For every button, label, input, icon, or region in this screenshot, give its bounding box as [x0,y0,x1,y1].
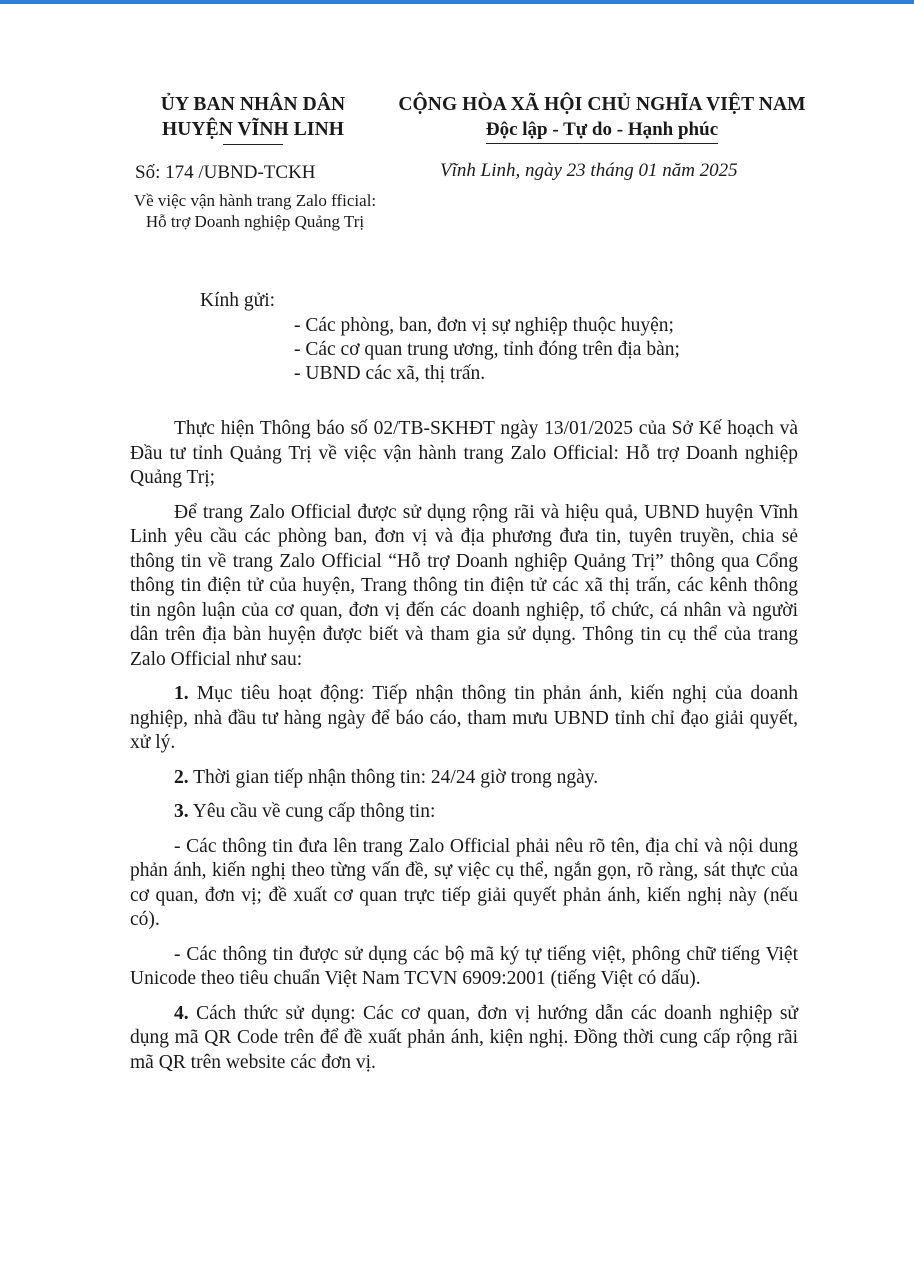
item-text: Thời gian tiếp nhận thông tin: 24/24 giờ trong ngày. [188,766,599,788]
item-number: 4. [174,1002,189,1024]
national-title [382,92,822,144]
body-item-3-sub-2: - Các thông tin được sử dụng các bộ mã ký tự tiếng việt, phông chữ tiếng Việt Unicode theo tiêu chuẩn Việt Nam TCVN 6909:2001 (tiếng Việt có dấu). [130,943,798,989]
item-number: 3. [174,801,189,822]
subject-line-1: Về việc vận hành trang Zalo fficial: [133,191,377,210]
body-paragraph-2: Để trang Zalo Official được sử dụng rộng rãi và hiệu quả, UBND huyện Vĩnh Linh yêu cầu các phòng ban, đơn vị và địa phương đưa tin, tuyên truyền, chia sẻ thông tin về trang Zalo Official “Hỗ trợ Doanh nghiệp Quảng Trị” thông qua Cổng thông tin điện tử của huyện, Trang thông tin điện tử các xã thị trấn, các kênh thông tin ngôn luận của cơ quan, đơn vị đến các doanh nghiệp, tổ chức, cá nhân và người dân trên địa bàn huyện được biết và tham gia sử dụng. Thông tin cụ thể của trang Zalo Official như sau: [130,501,798,670]
document-body [130,417,798,1085]
document-date: Vĩnh Linh, ngày 23 tháng 01 năm 2025 [440,160,738,181]
document-subject [110,190,400,232]
recipient-item: - Các cơ quan trung ương, tỉnh đóng trên địa bàn; [294,339,680,360]
recipient-item: - Các phòng, ban, đơn vị sự nghiệp thuộc huyện; [294,315,674,336]
nation-line: CỘNG HÒA XÃ HỘI CHỦ NGHĨA VIỆT NAM [398,94,806,115]
body-item-3-sub-1: - Các thông tin đưa lên trang Zalo Official phải nêu rõ tên, địa chỉ và nội dung phản ánh, kiến nghị theo từng vấn đề, sự việc cụ thể, ngắn gọn, rõ ràng, sát thực của cơ quan, đơn vị; đề xuất cơ quan trực tiếp giải quyết phản ánh, kiến nghị này (nếu có). [130,835,798,930]
recipient-item: - UBND các xã, thị trấn. [294,363,486,384]
item-text: Mục tiêu hoạt động: Tiếp nhận thông tin phản ánh, kiến nghị của doanh nghiệp, nhà đầu tư hàng ngày để báo cáo, tham mưu UBND tỉnh chỉ đạo giải quyết, xử lý. [130,683,798,753]
subject-line-2: Hỗ trợ Doanh nghiệp Quảng Trị [145,212,365,231]
national-motto: Độc lập - Tự do - Hạnh phúc [486,117,718,144]
item-text: Yêu cầu về cung cấp thông tin: [188,801,436,822]
org-line-1: ỦY BAN NHÂN DÂN [160,94,346,115]
issuing-authority [118,92,388,145]
org-line-2: HUYỆN VĨNH LINH [161,119,345,140]
body-item-2 [130,766,798,791]
recipients-list [294,314,680,386]
body-item-1 [130,682,798,756]
item-text: Cách thức sử dụng: Các cơ quan, đơn vị hướng dẫn các doanh nghiệp sử dụng mã QR Code trên để đề xuất phản ánh, kiện nghị. Đồng thời cung cấp rộng rãi mã QR trên website các đơn vị. [130,1002,798,1073]
recipients-label: Kính gửi: [200,290,276,311]
org-underline [223,144,283,145]
document-number: Số: 174 /UBND-TCKH [135,162,316,183]
top-accent-bar [0,0,914,4]
body-item-3 [130,800,798,825]
item-number: 1. [174,683,189,704]
body-item-4 [130,1002,798,1076]
body-paragraph-1: Thực hiện Thông báo số 02/TB-SKHĐT ngày 13/01/2025 của Sở Kế hoạch và Đầu tư tỉnh Quảng Trị về việc vận hành trang Zalo Official: Hỗ trợ Doanh nghiệp Quảng Trị; [130,418,798,488]
item-number: 2. [174,766,189,788]
